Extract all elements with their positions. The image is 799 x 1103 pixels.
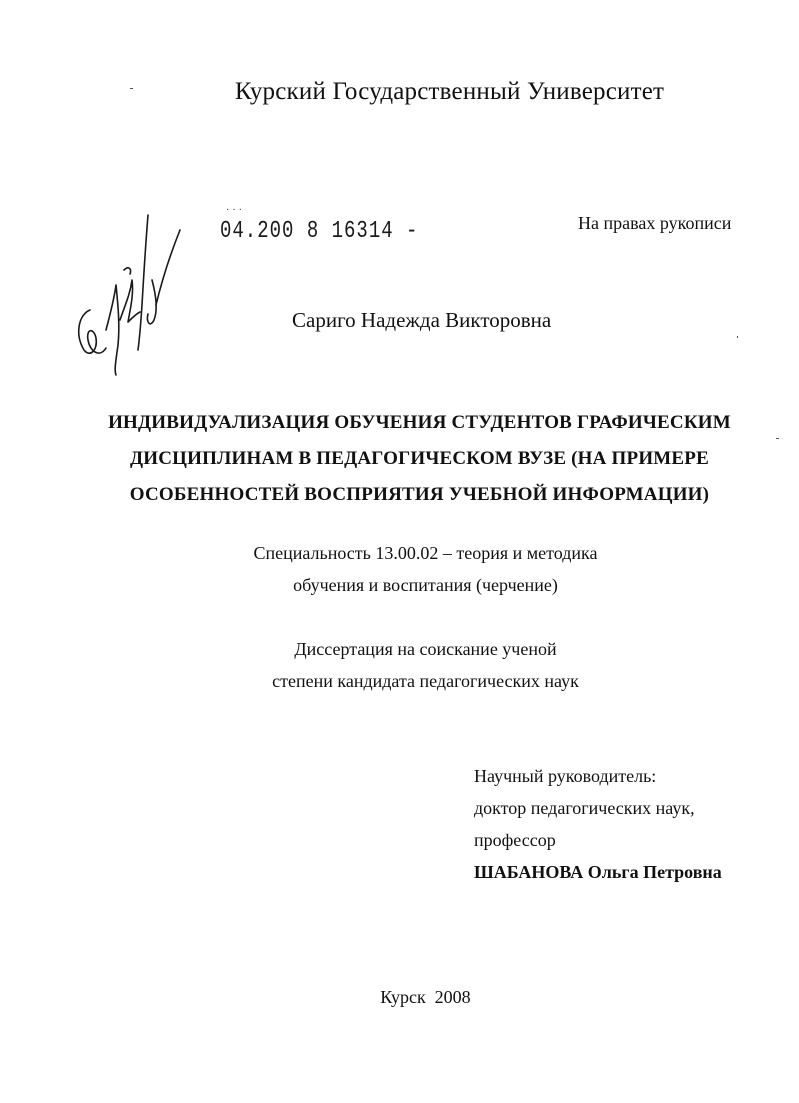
scan-speck [130,88,133,89]
university-name: Курский Государственный Университет [234,78,665,105]
title-line: ДИСЦИПЛИНАМ В ПЕДАГОГИЧЕСКОМ ВУЗЕ (НА ПРИМЕРЕ [130,448,709,469]
supervisor-name: ШАБАНОВА Ольга Петровна [474,862,722,882]
specialty-block [26,537,799,601]
dissertation-line: Диссертация на соискание ученой [294,639,557,659]
author-name: Сариго Надежда Викторовна [292,308,552,332]
supervisor-rank: профессор [474,830,556,850]
supervisor-block [474,760,722,888]
title-line: ОСОБЕННОСТЕЙ ВОСПРИЯТИЯ УЧЕБНОЙ ИНФОРМАЦИИ) [129,484,710,505]
signature-stroke [156,230,180,305]
signature-stroke [79,310,106,353]
handwritten-signature [70,210,190,380]
signature-stroke [106,285,119,375]
supervisor-degree: доктор педагогических наук, [474,798,695,818]
supervisor-label: Научный руководитель: [474,766,657,786]
signature-stroke [138,215,148,350]
dissertation-line: степени кандидата педагогических наук [272,671,579,691]
specialty-line: обучения и воспитания (черчение) [293,575,558,595]
rights-note: На правах рукописи [578,213,732,233]
signature-stroke [124,268,131,274]
signature-stroke [147,280,156,324]
city-year [26,987,799,1008]
scan-speck [737,336,738,338]
title-line: ИНДИВИДУАЛИЗАЦИЯ ОБУЧЕНИЯ СТУДЕНТОВ ГРАФИЧЕСКИМ [108,412,731,433]
dissertation-title [20,405,799,513]
registration-number: 04.200 8 16314 - [220,217,419,245]
specialty-line: Специальность 13.00.02 – теория и методика [253,543,598,563]
stamp-dots: ··· [226,205,245,216]
dissertation-degree-block [26,633,799,697]
signature-stroke [120,280,140,322]
city-year-text: Курск 2008 [380,987,471,1007]
